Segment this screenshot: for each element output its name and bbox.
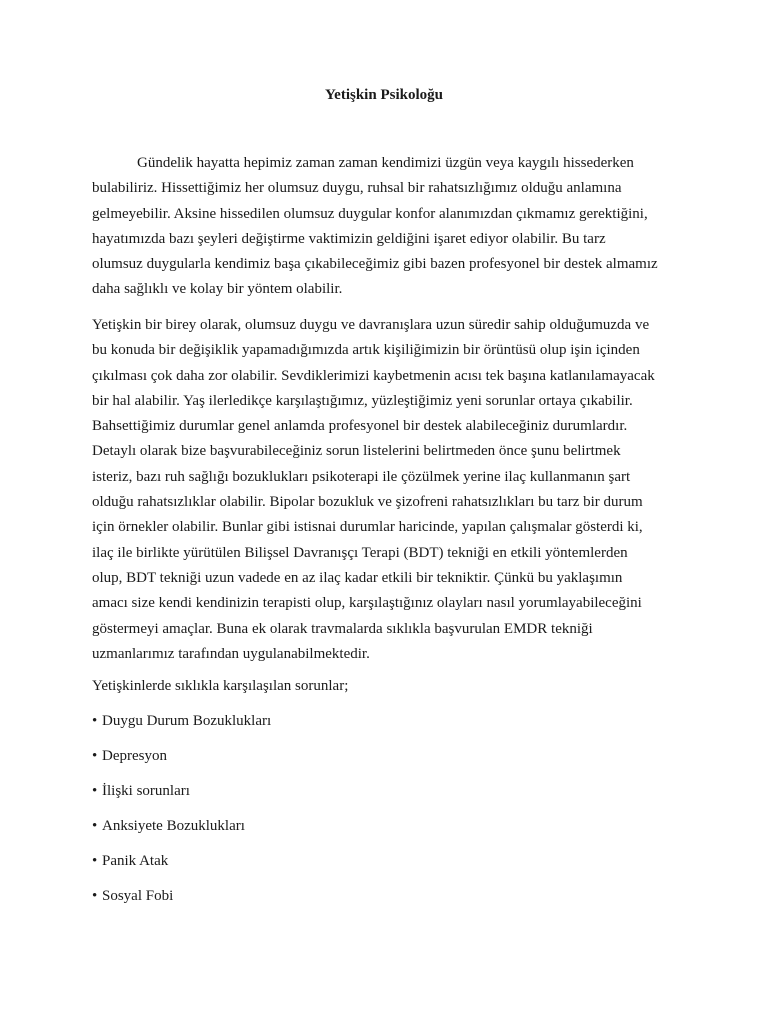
document-title: Yetişkin Psikoloğu: [325, 87, 443, 103]
paragraph-line: amacı size kendi kendinizin terapisti olup, karşılaştığınız olayları nasıl yorumlayabileceğini: [92, 595, 642, 612]
bullet-icon: •: [92, 713, 98, 729]
list-item: [92, 816, 271, 851]
paragraph-line: hayatımızda bazı şeyleri değiştirme vaktimizin geldiğini işaret ediyor olabilir. Bu tarz: [92, 230, 606, 247]
paragraph-line: göstermeyi amaçlar. Buna ek olarak travmalarda sıklıkla başvurulan EMDR tekniği: [92, 620, 593, 637]
paragraph-line: bulabiliriz. Hissettiğimiz her olumsuz duygu, ruhsal bir rahatsızlığımız olduğu anlamına: [92, 180, 622, 197]
paragraph-intro: [92, 151, 676, 303]
list-item: [92, 851, 271, 886]
list-item-label: Depresyon: [102, 748, 167, 764]
paragraph-line: Gündelik hayatta hepimiz zaman zaman kendimizi üzgün veya kaygılı hissederken: [137, 155, 634, 171]
paragraph-line: olduğu rahatsızlıklar olabilir. Bipolar bozukluk ve şizofreni rahatsızlıkları bu tarz bir durum: [92, 494, 643, 511]
list-item: [92, 711, 271, 746]
paragraph-line: için örnekler olabilir. Bunlar gibi istisnai durumlar haricinde, yapılan çalışmalar gösterdi ki,: [92, 519, 643, 536]
bullet-icon: •: [92, 853, 98, 869]
paragraph-line: bir hal alabilir. Yaş ilerledikçe karşılaştığımız, yüzleştiğimiz yeni sorunlar ortaya çıkabilir.: [92, 392, 633, 409]
list-item-label: Panik Atak: [102, 853, 169, 869]
bullet-icon: •: [92, 888, 98, 904]
paragraph-line: Yetişkin bir birey olarak, olumsuz duygu ve davranışlara uzun süredir sahip olduğumuzda ve: [92, 317, 650, 333]
bullet-icon: •: [92, 783, 98, 799]
list-item: [92, 781, 271, 816]
paragraph-line: uzmanlarımız tarafından uygulanabilmektedir.: [92, 645, 370, 662]
list-intro: Yetişkinlerde sıklıkla karşılaşılan sorunlar;: [92, 678, 349, 694]
paragraph-body: [92, 313, 676, 667]
list-item-label: İlişki sorunları: [102, 783, 190, 799]
paragraph-line: ilaç ile birlikte yürütülen Bilişsel Davranışçı Terapi (BDT) tekniği en etkili yöntemlerden: [92, 544, 628, 561]
paragraph-line: olup, BDT tekniği uzun vadede en az ilaç kadar etkili bir tekniktir. Çünkü bu yaklaşımın: [92, 569, 623, 586]
problems-list: [92, 711, 271, 921]
paragraph-line: bu konuda bir değişiklik yapamadığımızda artık kişiliğimizin bir örüntüsü olup işin içinden: [92, 342, 640, 359]
paragraph-line: Bahsettiğimiz durumlar genel anlamda profesyonel bir destek alabileceğiniz durumlardır.: [92, 418, 628, 435]
paragraph-line: çıkılması çok daha zor olabilir. Sevdiklerimizi kaybetmenin acısı tek başına katlanılamayacak: [92, 367, 655, 384]
bullet-icon: •: [92, 818, 98, 834]
list-item: [92, 886, 271, 921]
list-item-label: Anksiyete Bozuklukları: [102, 818, 245, 834]
list-item-label: Duygu Durum Bozuklukları: [102, 713, 272, 729]
paragraph-line: olumsuz duygularla kendimiz başa çıkabileceğimiz gibi bazen profesyonel bir destek almamız: [92, 256, 658, 273]
bullet-icon: •: [92, 748, 98, 764]
paragraph-line: daha sağlıklı ve kolay bir yöntem olabilir.: [92, 281, 343, 298]
list-item-label: Sosyal Fobi: [102, 888, 174, 904]
paragraph-line: Detaylı olarak bize başvurabileceğiniz sorun listelerini belirtmeden önce şunu belirtmek: [92, 443, 621, 460]
paragraph-line: gelmeyebilir. Aksine hissedilen olumsuz duygular konfor alanımızdan çıkmamız gerektiğini,: [92, 205, 648, 222]
paragraph-line: isteriz, bazı ruh sağlığı bozuklukları psikoterapi ile çözülmek yerine ilaç kullanmanın şart: [92, 468, 631, 485]
list-item: [92, 746, 271, 781]
